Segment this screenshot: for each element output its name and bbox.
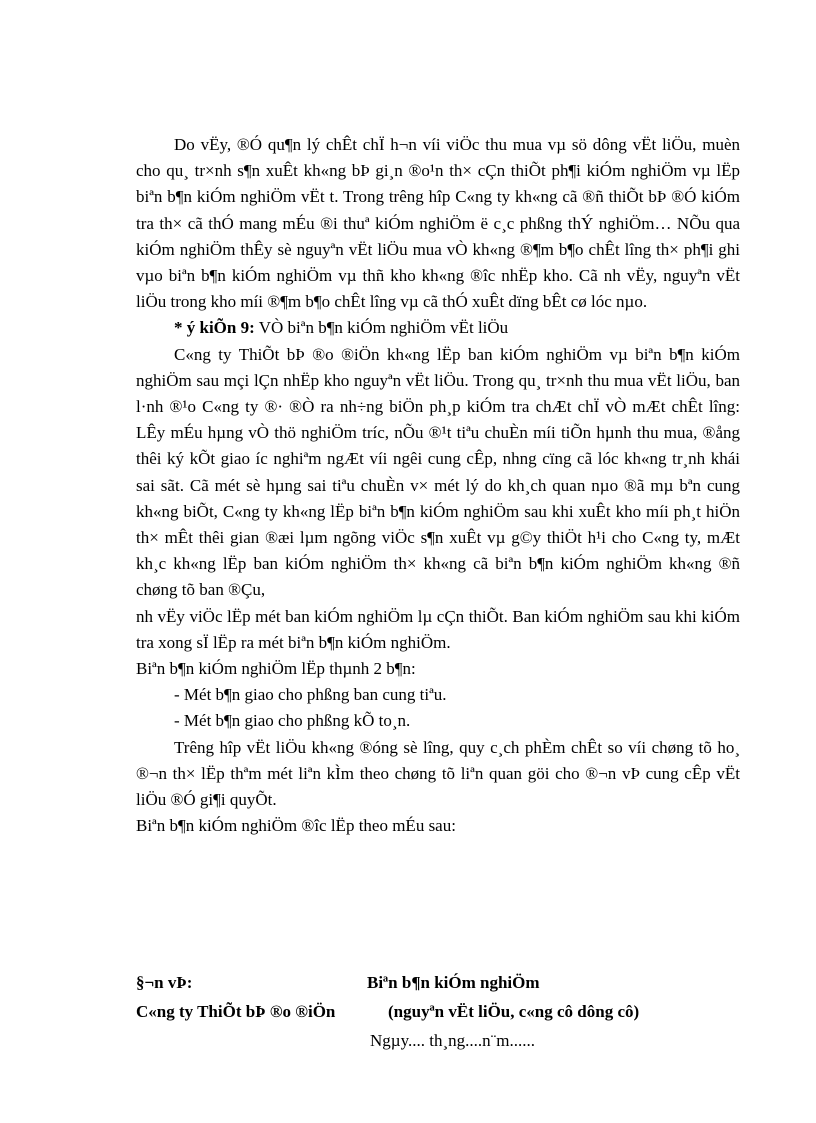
form-subtitle: (nguyªn vËt liÖu, c«ng cô dông cô) bbox=[388, 1002, 640, 1021]
opinion-9-label: * ý kiÕn 9: bbox=[174, 318, 255, 338]
paragraph-quality-management: Do vËy, ®Ó qu¶n lý chÊt chÏ h¬n víi viÖc thu mua vµ sö dông vËt liÖu, muèn cho qu¸ tr×nh s¶n xuÊt kh«ng bÞ gi¸n ®o¹n th× cÇn thiÕt ph¶i kiÓm nghiÖm vµ lËp biªn b¶n kiÓm nghiÖm vËt t. Trong trêng hîp C«ng ty kh«ng cã ®ñ thiÕt bÞ ®Ó kiÓm tra th× cã thÓ mang mÉu ®i thuª kiÓm nghiÖm ë c¸c phßng thÝ nghiÖm… NÕu qua kiÓm nghiÖm thÊy sè nguyªn vËt liÖu mua vÒ kh«ng ®¶m b¶o chÊt lîng th× ph¶i ghi vµo biªn b¶n kiÓm nghiÖm vµ thñ kho kh«ng ®îc nhËp kho. Cã nh vËy, nguyªn vËt liÖu trong kho míi ®¶m b¶o chÊt lîng vµ cã thÓ xuÊt dïng bÊt cø lóc nµo. bbox=[136, 135, 740, 312]
company-name: C«ng ty ThiÕt bÞ ®o ®iÖn bbox=[136, 1002, 336, 1021]
opinion-9-text: VÒ biªn b¶n kiÓm nghiÖm vËt liÖu bbox=[254, 318, 509, 338]
form-title: Biªn b¶n kiÓm nghiÖm bbox=[367, 973, 540, 992]
paragraph-inspection-board: nh vËy viÖc lËp mét ban kiÓm nghiÖm lµ cÇn thiÕt. Ban kiÓm nghiÖm sau khi kiÓm tra xong sÏ lËp ra mét biªn b¶n kiÓm nghiÖm. bbox=[136, 606, 740, 652]
paragraph-company-inspection: C«ng ty ThiÕt bÞ ®o ®iÖn kh«ng lËp ban kiÓm nghiÖm vµ biªn b¶n kiÓm nghiÖm sau mçi lÇn nhËp kho nguyªn vËt liÖu. Trong qu¸ tr×nh thu mua vËt liÖu, ban l·nh ®¹o C«ng ty ®· ®Ò ra nh÷ng biÖn ph¸p kiÓm tra chÆt chÏ vÒ mÆt chÊt lîng: LÊy mÉu hµng vÒ thö nghiÖm tríc, nÕu ®¹t tiªu chuÈn míi tiÕn hµnh thu mua, ®ång thêi ký kÕt giao íc nghiªm ngÆt víi ngêi cung cÊp, nhng cïng cã lóc kh«ng tr¸nh khái sai sãt. Cã mét sè hµng sai tiªu chuÈn v× mét lý do kh¸ch quan nµo ®ã mµ bªn cung kh«ng biÕt, C«ng ty kh«ng lËp biªn b¶n kiÓm nghiÖm sau khi xuÊt kho míi ph¸t hiÖn th× mÊt thêi gian ®æi lµm ngõng viÖc s¶n xuÊt vµ g©y thiÖt h¹i cho C«ng ty, mÆt kh¸c kh«ng lËp ban kiÓm nghiÖm th× kh«ng cã biªn b¶n kiÓm nghiÖm kh«ng ®ñ chøng tõ ban ®Çu, bbox=[136, 344, 740, 600]
unit-label: §¬n vÞ: bbox=[136, 973, 193, 992]
form-header bbox=[136, 968, 740, 1055]
paragraph-two-copies: Biªn b¶n kiÓm nghiÖm lËp thµnh 2 b¶n: bbox=[136, 659, 416, 679]
paragraph-discrepancy: Trêng hîp vËt liÖu kh«ng ®óng sè lîng, quy c¸ch phÈm chÊt so víi chøng tõ ho¸ ®¬n th× lËp thªm mét liªn kÌm theo chøng tõ liªn quan göi cho ®¬n vÞ cung cÊp vËt liÖu ®Ó gi¶i quyÕt. bbox=[136, 737, 740, 810]
form-date: Ngµy.... th¸ng....n¨m...... bbox=[370, 1031, 535, 1050]
form-header-row-1 bbox=[136, 968, 740, 997]
paragraph-form-intro: Biªn b¶n kiÓm nghiÖm ®îc lËp theo mÉu sau: bbox=[136, 816, 456, 836]
form-header-row-2 bbox=[136, 997, 740, 1026]
form-header-row-3 bbox=[136, 1026, 740, 1055]
paragraph-opinion-9 bbox=[136, 315, 740, 341]
body-text bbox=[136, 132, 740, 839]
list-item-accounting-copy: - Mét b¶n giao cho phßng kÕ to¸n. bbox=[174, 711, 411, 731]
list-item-supply-copy: - Mét b¶n giao cho phßng ban cung tiªu. bbox=[174, 685, 447, 705]
